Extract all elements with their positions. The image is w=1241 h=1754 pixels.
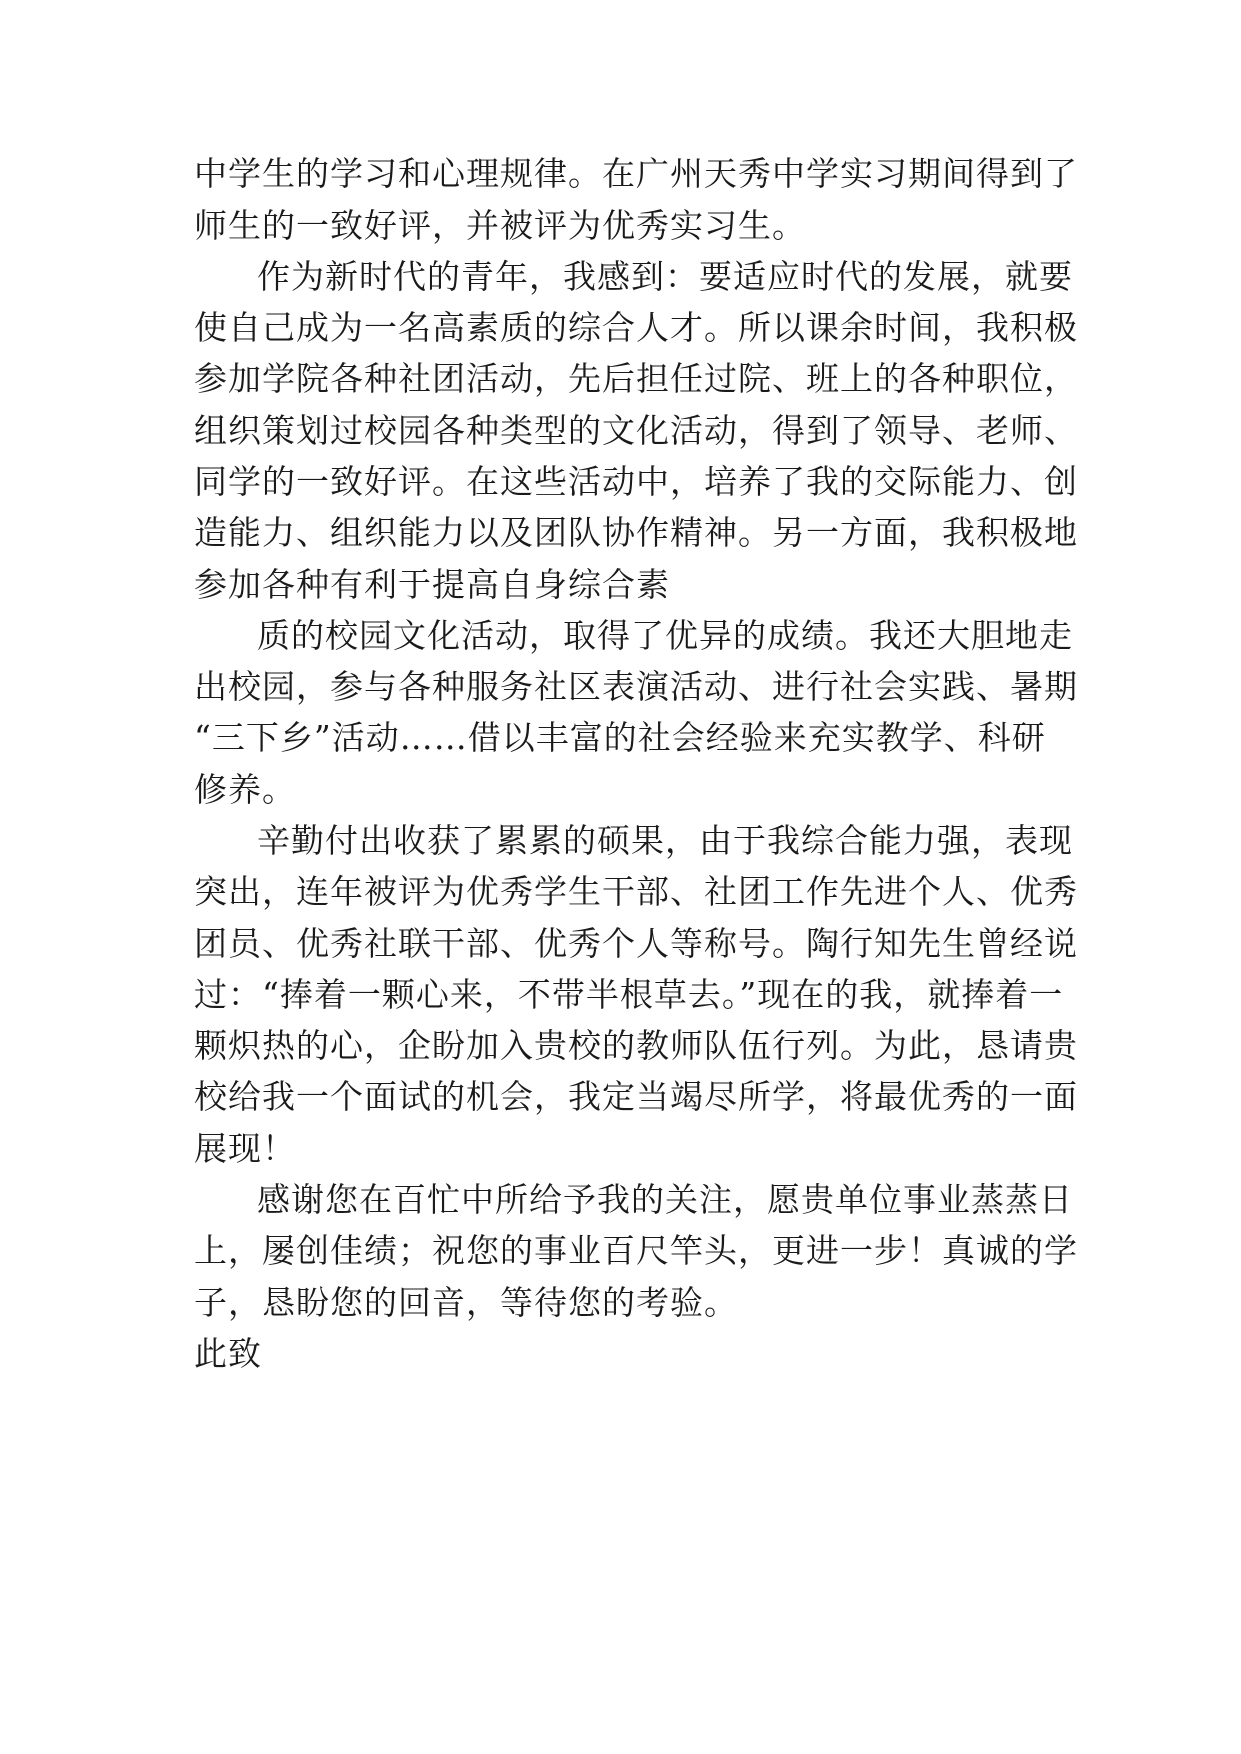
closing-salutation: 此致 — [194, 1334, 262, 1373]
paragraph-first-line: 质的校园文化活动，取得了优异的成绩。我还大胆地走 — [257, 616, 1073, 655]
text-line: 校给我一个面试的机会，我定当竭尽所学，将最优秀的一面 — [194, 1077, 1078, 1116]
text-line: 师生的一致好评，并被评为优秀实习生。 — [194, 206, 806, 245]
text-line: 出校园，参与各种服务社区表演活动、进行社会实践、暑期 — [194, 667, 1078, 706]
text-line: 团员、优秀社联干部、优秀个人等称号。陶行知先生曾经说 — [194, 924, 1078, 963]
paragraph-first-line: 辛勤付出收获了累累的硕果，由于我综合能力强，表现 — [257, 821, 1073, 860]
text-line: 同学的一致好评。在这些活动中，培养了我的交际能力、创 — [194, 462, 1078, 501]
text-line: 修养。 — [194, 770, 296, 809]
text-line: 中学生的学习和心理规律。在广州天秀中学实习期间得到了 — [194, 154, 1078, 193]
text-line: 子，恳盼您的回音，等待您的考验。 — [194, 1283, 738, 1322]
paragraph-first-line: 作为新时代的青年，我感到：要适应时代的发展，就要 — [257, 257, 1073, 296]
text-line: 组织策划过校园各种类型的文化活动，得到了领导、老师、 — [194, 411, 1078, 450]
text-line: 展现！ — [194, 1129, 296, 1168]
text-line: 颗炽热的心，企盼加入贵校的教师队伍行列。为此，恳请贵 — [194, 1026, 1078, 1065]
text-line: 参加各种有利于提高自身综合素 — [194, 565, 670, 604]
paragraph-first-line: 感谢您在百忙中所给予我的关注，愿贵单位事业蒸蒸日 — [257, 1180, 1073, 1219]
text-line: 参加学院各种社团活动，先后担任过院、班上的各种职位， — [194, 359, 1078, 398]
text-line: 上，屡创佳绩；祝您的事业百尺竿头，更进一步！真诚的学 — [194, 1231, 1078, 1270]
text-line: 造能力、组织能力以及团队协作精神。另一方面，我积极地 — [194, 513, 1078, 552]
text-line: “三下乡”活动……借以丰富的社会经验来充实教学、科研 — [194, 718, 1046, 757]
text-line: 使自己成为一名高素质的综合人才。所以课余时间，我积极 — [194, 308, 1078, 347]
text-line: 过：“捧着一颗心来，不带半根草去。”现在的我，就捧着一 — [194, 975, 1064, 1014]
text-line: 突出，连年被评为优秀学生干部、社团工作先进个人、优秀 — [194, 872, 1078, 911]
